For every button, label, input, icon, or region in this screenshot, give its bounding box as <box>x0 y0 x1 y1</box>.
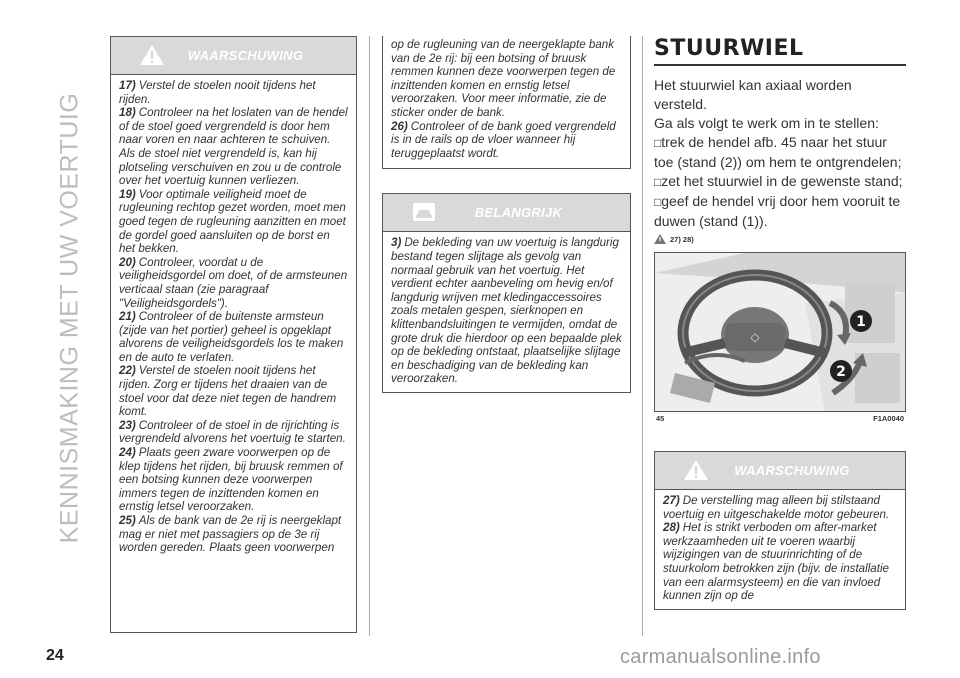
column-3 <box>654 36 906 610</box>
figure-code: F1A0040 <box>873 414 904 423</box>
svg-text:◇: ◇ <box>750 330 760 344</box>
side-chapter-title: KENNISMAKING MET UW VOERTUIG <box>55 92 84 544</box>
warning-body <box>655 490 905 609</box>
warning-body <box>111 75 356 561</box>
warning-item: 26) Controleer of de bank goed vergrendeld is in de rails op de vloer wanneer hij teruggeplaatst wordt. <box>391 119 616 160</box>
warning-references: 27) 28) <box>654 234 906 244</box>
warning-item: 20) Controleer, voordat u de veiligheidsgordel om doet, of de armsteunen verticaal staan (zie paragraaf "Veiligheidsgordels"). <box>119 255 348 310</box>
figure-caption <box>654 414 906 423</box>
warning-item: 25) Als de bank van de 2e rij is neergeklapt mag er niet met passagiers op de 3e rij worden gereden. Plaats geen voorwerpen <box>119 514 342 555</box>
column-1 <box>110 36 357 633</box>
bullet-item: □ trek de hendel afb. 45 naar het stuur toe (stand (2)) om hem te ontgrendelen; <box>654 133 906 172</box>
warning-header: WAARSCHUWING <box>111 37 356 75</box>
warning-item: 21) Controleer of de buitenste armsteun (zijde van het portier) geheel is opgeklapt alvorens de veiligheidsgordels los te maken en de auto te verlaten. <box>119 310 344 364</box>
column-divider <box>369 36 370 636</box>
section-body: Het stuurwiel kan axiaal worden versteld. Ga als volgt te werk om in te stellen: □ trek de hendel afb. 45 naar het stuur toe (stand (2)) om hem te ontgrendelen; □ zet het stuurwiel in de gewenste stand; □ geef de hendel vrij door hem vooruit te duwen (stand (1)). <box>654 76 906 231</box>
warning-header: WAARSCHUWING <box>655 452 905 490</box>
warning-item: 24) Plaats geen zware voorwerpen op de klep tijdens het rijden, bij bruusk remmen of een botsing kunnen deze voorwerpen immers tegen de inzittenden komen en ernstig letsel veroorzaken. <box>119 446 343 514</box>
car-damage-icon <box>411 201 437 223</box>
important-box <box>382 193 631 393</box>
important-item: 3) De bekleding van uw voertuig is langdurig bestand tegen slijtage als gevolg van normaal gebruik van het voertuig. Het verdient echter aanbeveling om hevig en/of langdurig wrijven met kledingaccessoires zoals metalen gespen, sierknopen en klittenbandsluitingen te vermijden, omdat de grote druk die hierdoor op een bepaalde plek op de bekleding ontstaat, plaatselijke slijtage en beschadiging van de bekleding kan veroorzaken. <box>391 236 622 386</box>
section-title: STUURWIEL <box>654 36 906 66</box>
warning-box-continued <box>382 36 631 169</box>
steering-wheel-figure <box>654 252 906 412</box>
warning-item: 23) Controleer of de stoel in de rijrichting is vergrendeld alvorens het voertuig te starten. <box>119 418 346 446</box>
column-2 <box>382 36 631 393</box>
warning-item: 18) Controleer na het loslaten van de hendel of de stoel goed vergrendeld is door hem naar voren en naar achteren te schuiven. Als de stoel niet vergrendeld is, kan hij plotseling verschuiven en zou u de controle over het voertuig kunnen verliezen. <box>119 106 348 188</box>
page-number: 24 <box>46 647 64 664</box>
important-body <box>383 232 630 392</box>
warning-item: 22) Verstel de stoelen nooit tijdens het rijden. Zorg er tijdens het draaien van de stoel voor dat deze niet tegen de handrem komt. <box>119 364 337 419</box>
warning-item: 28) Het is strikt verboden om after-market werkzaamheden uit te voeren waarbij wijzigingen van de stuurinrichting of de stuurkolom betrokken zijn (bijv. de installatie van een alarmsysteem) en die van invloed kunnen zijn op de <box>663 521 889 603</box>
bullet-item: □ geef de hendel vrij door hem vooruit te duwen (stand (1)). <box>654 192 906 231</box>
warning-triangle-icon <box>683 459 709 481</box>
warning-triangle-icon <box>654 234 666 244</box>
warning-item: 17) Verstel de stoelen nooit tijdens het rijden. <box>119 79 316 106</box>
steering-wheel-illustration <box>655 253 906 412</box>
warning-item: 27) De verstelling mag alleen bij stilstaand voertuig en uitgeschakelde motor gebeuren. <box>663 494 890 521</box>
warning-box-steering <box>654 451 906 610</box>
figure-marker-2: 2 <box>836 364 846 380</box>
warning-item: 19) Voor optimale veiligheid moet de rugleuning rechtop gezet worden, moet men goed tegen de rugleuning aanzitten en moet de gordel goed aansluiten op de borst en het bekken. <box>119 187 346 256</box>
watermark-link[interactable]: carmanualsonline.info <box>620 646 821 668</box>
warning-triangle-icon <box>139 44 165 66</box>
figure-number: 45 <box>656 414 665 423</box>
figure-marker-1: 1 <box>856 314 866 330</box>
important-header: BELANGRIJK <box>383 194 630 232</box>
bullet-item: □ zet het stuurwiel in de gewenste stand; <box>654 172 906 192</box>
warning-continuation-text: op de rugleuning van de neergeklapte bank van de 2e rij: bij een botsing of bruusk remmen kunnen deze voorwerpen tegen de inzittenden komen en ernstig letsel veroorzaken. Voor meer informatie, zie de sticker onder de bank. <box>391 38 616 119</box>
warning-box-seats <box>110 36 357 633</box>
column-divider <box>642 36 643 636</box>
